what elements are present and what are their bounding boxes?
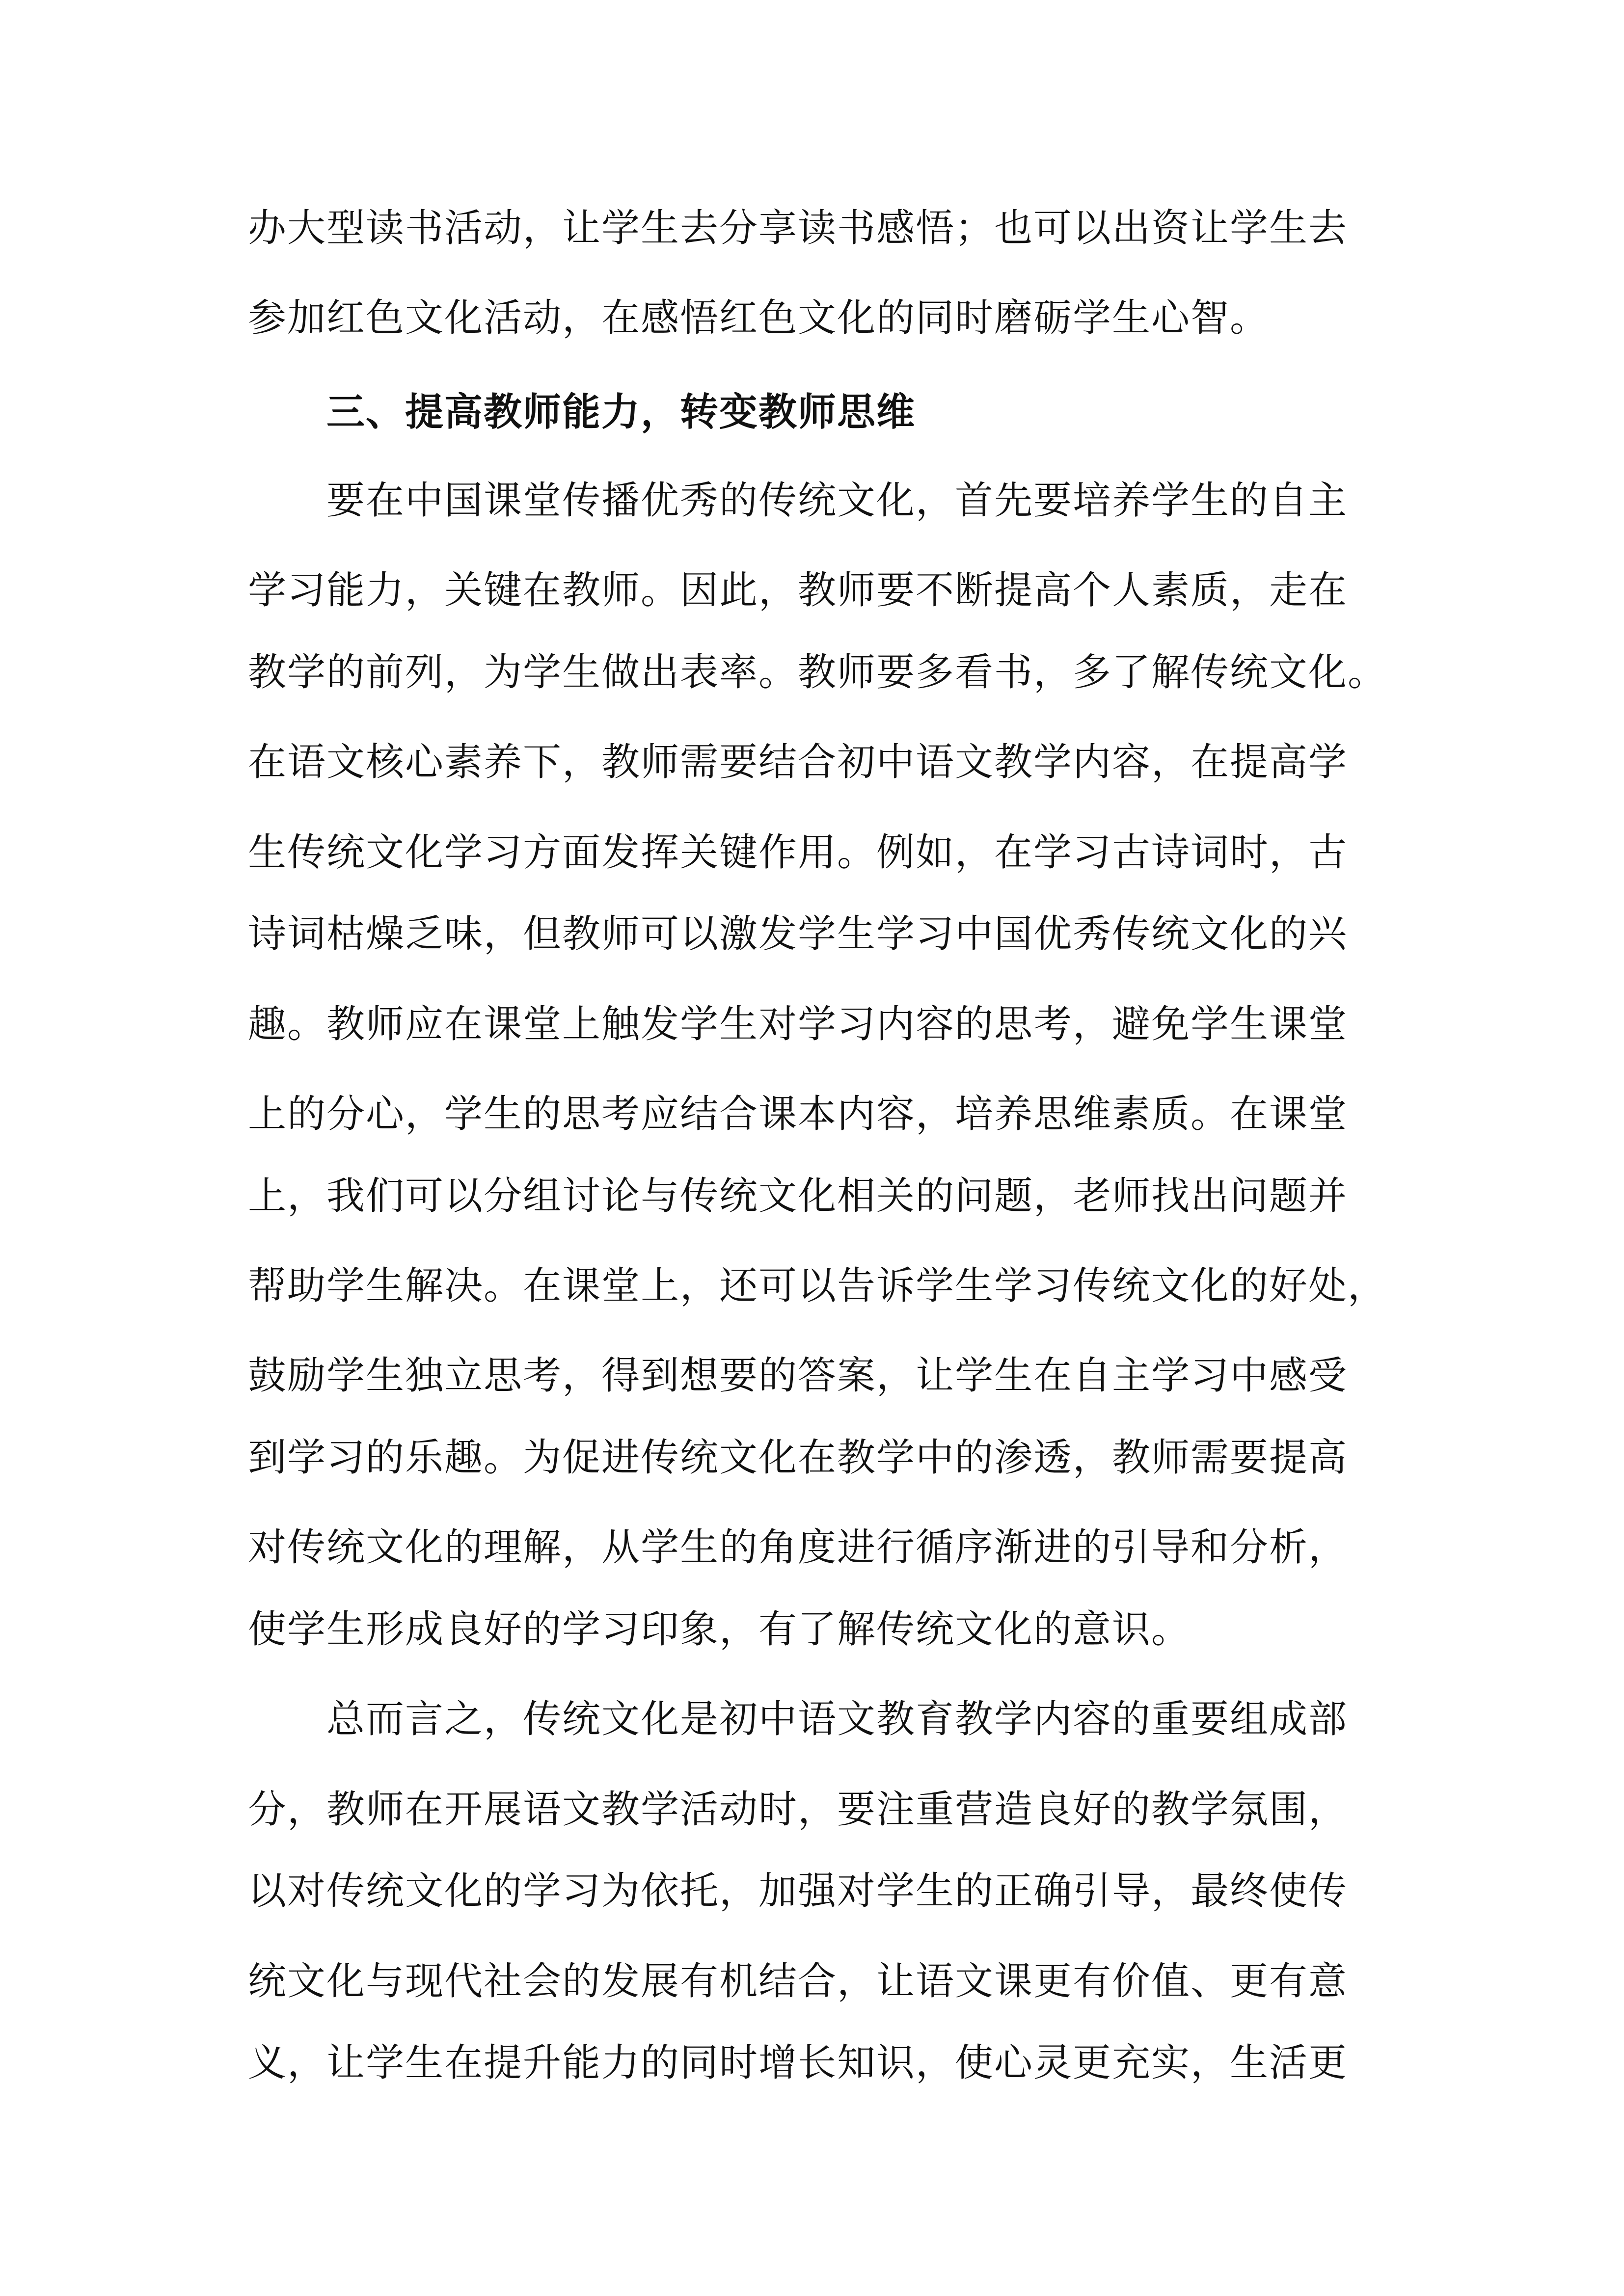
paragraph-line: 教学的前列，为学生做出表率。教师要多看书，多了解传统文化。	[248, 650, 1387, 694]
paragraph-line: 上的分心，学生的思考应结合课本内容，培养思维素质。在课堂	[248, 1092, 1348, 1136]
paragraph-line: 上，我们可以分组讨论与传统文化相关的问题，老师找出问题并	[248, 1174, 1348, 1218]
paragraph-line: 鼓励学生独立思考，得到想要的答案，让学生在自主学习中感受	[248, 1354, 1348, 1398]
paragraph-line: 参加红色文化活动，在感悟红色文化的同时磨砺学生心智。	[248, 296, 1270, 340]
paragraph-line: 帮助学生解决。在课堂上，还可以告诉学生学习传统文化的好处，	[248, 1264, 1387, 1308]
paragraph-line: 办大型读书活动，让学生去分享读书感悟；也可以出资让学生去	[248, 206, 1348, 250]
paragraph-line: 对传统文化的理解，从学生的角度进行循序渐进的引导和分析，	[248, 1525, 1348, 1570]
paragraph-line: 趣。教师应在课堂上触发学生对学习内容的思考，避免学生课堂	[248, 1002, 1348, 1046]
paragraph-line: 总而言之，传统文化是初中语文教育教学内容的重要组成部	[326, 1697, 1348, 1741]
paragraph-line: 要在中国课堂传播优秀的传统文化，首先要培养学生的自主	[326, 479, 1348, 523]
paragraph-line: 到学习的乐趣。为促进传统文化在教学中的渗透，教师需要提高	[248, 1436, 1348, 1480]
paragraph-line: 分，教师在开展语文教学活动时，要注重营造良好的教学氛围，	[248, 1788, 1348, 1832]
paragraph-line: 生传统文化学习方面发挥关键作用。例如，在学习古诗词时，古	[248, 830, 1348, 875]
paragraph-line: 使学生形成良好的学习印象，有了解传统文化的意识。	[248, 1607, 1191, 1652]
paragraph-line: 统文化与现代社会的发展有机结合，让语文课更有价值、更有意	[248, 1959, 1348, 2003]
section-heading: 三、提高教师能力，转变教师思维	[326, 390, 916, 434]
paragraph-line: 在语文核心素养下，教师需要结合初中语文教学内容，在提高学	[248, 740, 1348, 784]
paragraph-line: 学习能力，关键在教师。因此，教师要不断提高个人素质，走在	[248, 568, 1348, 613]
paragraph-line: 义，让学生在提升能力的同时增长知识，使心灵更充实，生活更	[248, 2041, 1348, 2085]
paragraph-line: 诗词枯燥乏味，但教师可以激发学生学习中国优秀传统文化的兴	[248, 912, 1348, 956]
paragraph-line: 以对传统文化的学习为依托，加强对学生的正确引导，最终使传	[248, 1869, 1348, 1913]
